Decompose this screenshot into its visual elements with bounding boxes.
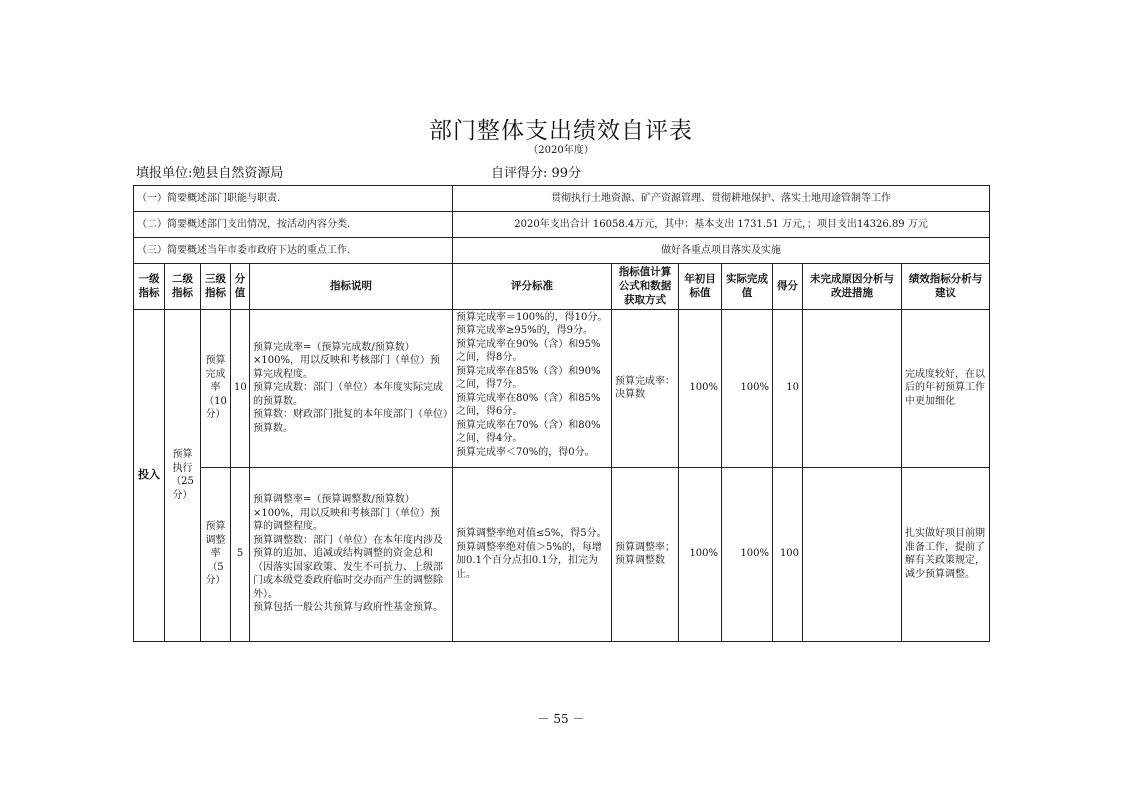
header-target: 年初目标值 xyxy=(679,264,722,310)
summary-label: （二）简要概述部门支出情况，按活动内容分类. xyxy=(134,212,453,238)
summary-value: 做好各重点项目落实及实施 xyxy=(453,238,990,264)
header-criteria: 评分标准 xyxy=(453,264,612,310)
indicator-description: 预算完成率=（预算完成数/预算数）×100%，用以反映和考核部门（单位）预算完成程度。 预算完成数：部门（单位）本年度实际完成的预算数。 预算数：财政部门批复的本年度部门（单位）预算数。 xyxy=(250,309,453,467)
header-suggestion: 绩效指标分析与建议 xyxy=(902,264,990,310)
reason-analysis xyxy=(803,309,902,467)
performance-suggestion: 扎实做好项目前期准备工作，提前了解有关政策规定，减少预算调整。 xyxy=(902,467,990,641)
points-value: 5 xyxy=(231,467,250,641)
summary-row-key-work xyxy=(134,238,990,264)
indicator-description: 预算调整率=（预算调整数/预算数）×100%，用以反映和考核部门（单位）预算的调整程度。 预算调整数：部门（单位）在本年度内涉及预算的追加、追减或结构调整的资金总和（因落实国家政策、发生不可抗力、上级部门或本级党委政府临时交办而产生的调整除外）。 预算包括一般公共预算与政府性基金预算。 xyxy=(250,467,453,641)
actual-value: 100% xyxy=(722,309,773,467)
page-title: 部门整体支出绩效自评表 xyxy=(429,118,693,144)
header-formula: 指标值计算公式和数据获取方式 xyxy=(612,264,679,310)
level1-indicator: 投入 xyxy=(134,309,165,641)
level3-indicator: 预算完成率（10分） xyxy=(201,309,231,467)
performance-table xyxy=(133,185,990,642)
header-level2: 二级指标 xyxy=(165,264,201,310)
summary-value: 贯彻执行土地资源、矿产资源管理、贯彻耕地保护、落实土地用途管制等工作 xyxy=(453,186,990,212)
reason-analysis xyxy=(803,467,902,641)
target-value: 100% xyxy=(679,467,722,641)
performance-suggestion: 完成度较好，在以后的年初预算工作中更加细化 xyxy=(902,309,990,467)
summary-row-functions xyxy=(134,186,990,212)
formula-source: 预算调整率；预算调整数 xyxy=(612,467,679,641)
self-evaluation-score: 自评得分: 99分 xyxy=(491,166,582,181)
points-value: 10 xyxy=(231,309,250,467)
actual-value: 100% xyxy=(722,467,773,641)
header-score: 得分 xyxy=(773,264,803,310)
page-number: － 55 － xyxy=(537,712,585,726)
header-actual: 实际完成值 xyxy=(722,264,773,310)
header-reason: 未完成原因分析与改进措施 xyxy=(803,264,902,310)
summary-value: 2020年支出合计 16058.4万元，其中：基本支出 1731.51 万元，；项目支出14326.89 万元 xyxy=(453,212,990,238)
scoring-criteria: 预算完成率＝100%的，得10分。 预算完成率≥95%的，得9分。 预算完成率在90%（含）和95%之间，得8分。 预算完成率在85%（含）和90%之间，得7分。 预算完成率在80%（含）和85%之间，得6分。 预算完成率在70%（含）和80%之间，得4分。 预算完成率＜70%的，得0分。 xyxy=(453,309,612,467)
table-row xyxy=(134,309,990,467)
level3-indicator: 预算调整率（5分） xyxy=(201,467,231,641)
header-level1: 一级指标 xyxy=(134,264,165,310)
scoring-criteria: 预算调整率绝对值≤5%，得5分。 预算调整率绝对值＞5%的，每增加0.1个百分点扣0.1分，扣完为止。 xyxy=(453,467,612,641)
reporting-unit: 填报单位:勉县自然资源局 xyxy=(136,166,284,181)
level2-indicator: 预算执行（25分） xyxy=(165,309,201,641)
score-value: 100 xyxy=(773,467,803,641)
target-value: 100% xyxy=(679,309,722,467)
header-points: 分值 xyxy=(231,264,250,310)
report-year: （2020年度） xyxy=(528,145,594,156)
table-header-row xyxy=(134,264,990,310)
header-description: 指标说明 xyxy=(250,264,453,310)
score-value: 10 xyxy=(773,309,803,467)
formula-source: 预算完成率：决算数 xyxy=(612,309,679,467)
summary-label: （三）简要概述当年市委市政府下达的重点工作. xyxy=(134,238,453,264)
summary-label: （一）简要概述部门职能与职责. xyxy=(134,186,453,212)
table-row xyxy=(134,467,990,641)
header-level3: 三级指标 xyxy=(201,264,231,310)
summary-row-expenditure xyxy=(134,212,990,238)
